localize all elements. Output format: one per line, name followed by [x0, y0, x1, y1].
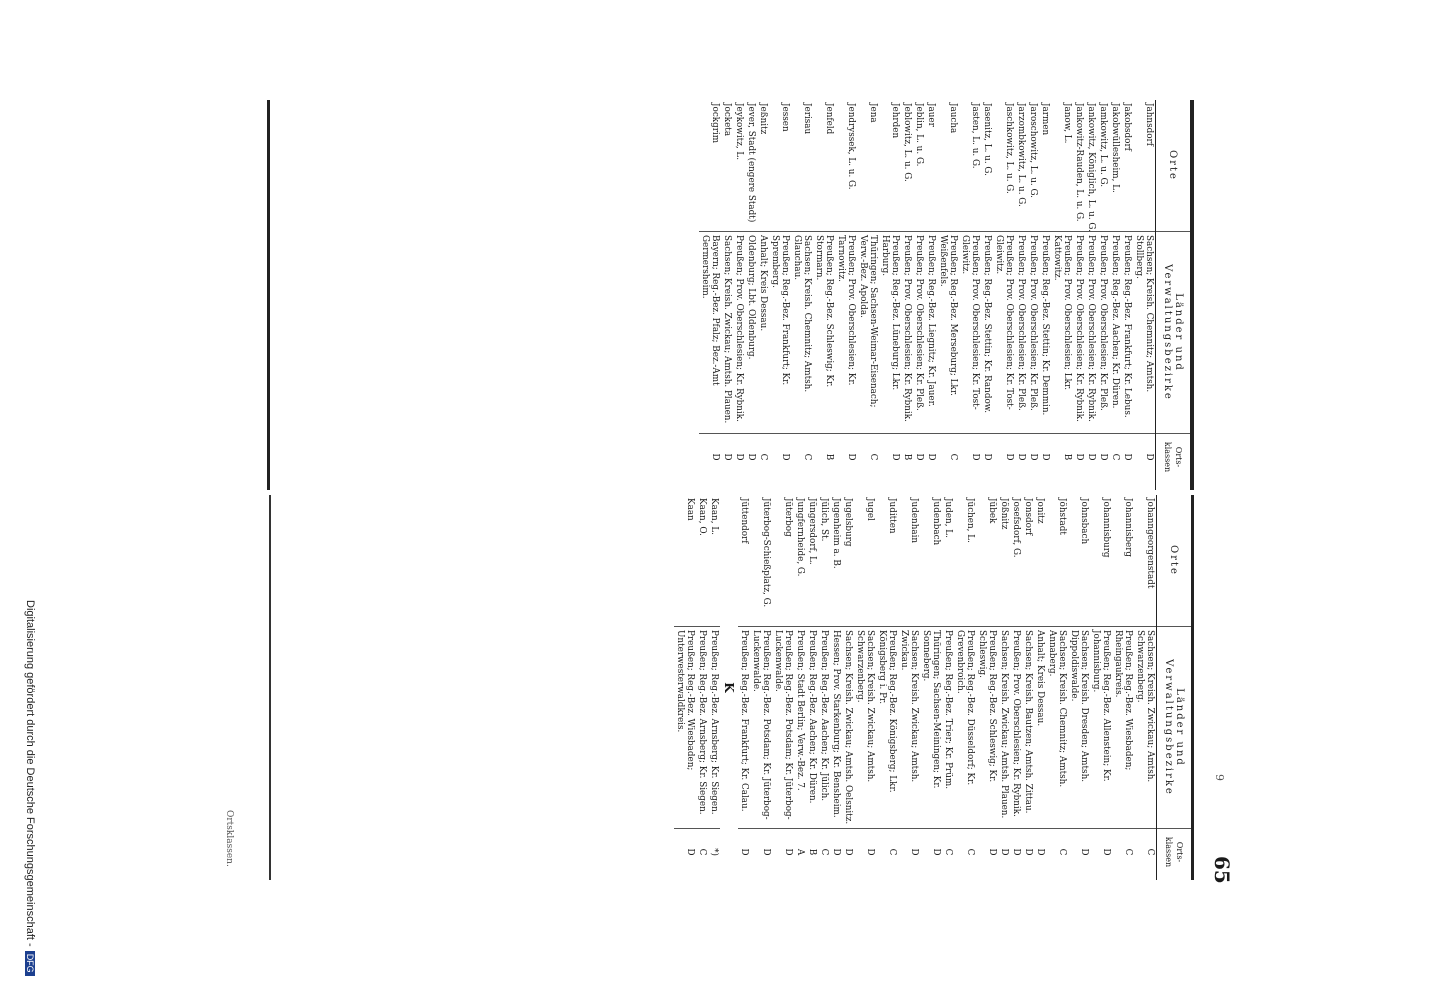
place-name: Jenfeld: [813, 100, 835, 232]
table-row: [937, 100, 959, 490]
place-class: C: [1057, 848, 1067, 856]
place-class: D: [722, 453, 732, 461]
place-name: Jena: [857, 100, 879, 232]
admin-district: Preußen; Reg.-Bez. Frankfurt; Kr. Spremberg.: [769, 232, 791, 434]
place-name: Jahnsdorf: [1133, 100, 1155, 232]
table-row: [794, 495, 806, 880]
admin-district: Anhalt; Kreis Dessau.: [757, 232, 769, 434]
table-row: [721, 100, 733, 490]
place-class: C: [868, 453, 878, 461]
table-header: [1155, 100, 1190, 490]
dfg-logo: DFG: [25, 951, 35, 976]
admin-district: Preußen; Reg.-Bez. Allenstein; Kr. Johannisburg.: [1090, 627, 1112, 829]
admin-district: Anhalt; Kreis Dessau.: [1034, 627, 1046, 829]
admin-district: Oldenburg; Lbt. Oldenburg.: [745, 232, 757, 434]
place-class: D: [685, 848, 695, 856]
place-name: Jendryssek, L. u. G.: [835, 100, 857, 232]
place-name: Jasenitz, L. u. G.: [981, 100, 993, 232]
digitization-note: [24, 600, 36, 976]
place-name: Kaan: [674, 495, 696, 627]
place-name: Johannisberg: [1112, 495, 1134, 627]
admin-district: Sachsen; Kreish. Zwickau; Amtsh. Zwickau.: [898, 627, 920, 829]
place-class: D: [931, 848, 941, 856]
admin-district: Preußen; Reg.-Bez. Stettin; Kr. Demmin.: [1039, 232, 1051, 434]
place-name: Jöhstadt: [1046, 495, 1068, 627]
place-name: Jever, Stadt (engere Stadt): [745, 100, 757, 232]
admin-district: Preußen; Reg.-Bez. Stettin; Kr. Randow.: [981, 232, 993, 434]
digitization-text: Digitalisierung gefördert durch die Deutsche Forschungsgemeinschaft -: [24, 600, 36, 947]
place-class: B: [902, 453, 912, 461]
header-klassen: Orts-klassen: [1164, 836, 1184, 868]
footer-title: Ortsklassen.: [224, 810, 234, 867]
table-row: [998, 495, 1010, 880]
place-name: Jeblin, L. u. G.: [913, 100, 925, 232]
admin-district: Preußen; Reg.-Bez. Wiesbaden; Unterwesterwaldkreis.: [674, 627, 696, 829]
place-class: D: [1144, 453, 1154, 461]
place-class: D: [914, 453, 924, 461]
place-class: D: [761, 848, 771, 856]
place-class: D: [1028, 453, 1038, 461]
place-class: D: [1011, 848, 1021, 856]
place-class: D: [909, 848, 919, 856]
place-class: D: [1086, 453, 1096, 461]
admin-district: Preußen; Prov. Oberschlesien; Lkr. Kattowitz.: [1051, 232, 1073, 434]
place-name: Jugel: [854, 495, 876, 627]
place-name: Jarzombkowitz, L. u. G.: [1015, 100, 1027, 232]
place-class: D: [783, 848, 793, 856]
admin-district: Sachsen; Kreish. Zwickau; Amtsh. Plauen.: [721, 232, 733, 434]
place-class: D: [1016, 453, 1026, 461]
place-name: Jakobsdorf: [1121, 100, 1133, 232]
place-name: Jarmen: [1039, 100, 1051, 232]
place-name: Jeßnitz: [757, 100, 769, 232]
place-class: D: [746, 453, 756, 461]
place-name: Juden, L.: [942, 495, 954, 627]
table-row: [813, 100, 835, 490]
place-class: D: [890, 453, 900, 461]
table-row: [791, 100, 813, 490]
table-row: [1046, 495, 1068, 880]
place-name: Jeblowitz, L. u. G.: [901, 100, 913, 232]
place-name: Jeykowitz, L.: [733, 100, 745, 232]
place-name: Jaschkowitz, L. u. G.: [993, 100, 1015, 232]
table-row: [842, 495, 854, 880]
place-name: Jülich, St.: [818, 495, 830, 627]
table-row: [1015, 100, 1027, 490]
admin-district: Preußen; Prov. Oberschlesien; Kr. Tost-Gleiwitz.: [959, 232, 981, 434]
place-name: Jüngersdorf, L.: [806, 495, 818, 627]
table-row: [1039, 100, 1051, 490]
place-class: C: [965, 848, 975, 856]
admin-district: Preußen; Prov. Oberschlesien; Kr. Pleß.: [1015, 232, 1027, 434]
place-name: Johanngeorgenstadt: [1134, 495, 1156, 627]
place-name: Josefsdorf, G.: [1010, 495, 1022, 627]
admin-district: Hessen; Prov. Starkenburg; Kr. Bensheim.: [830, 627, 842, 829]
table-row: [854, 495, 876, 880]
admin-district: Sachsen; Kreish. Chemnitz; Amtsh. Glauchau.: [791, 232, 813, 434]
place-class: D: [710, 453, 720, 461]
table-header: [1156, 495, 1191, 880]
place-name: Jaucha: [937, 100, 959, 232]
admin-district: Preußen; Reg.-Bez. Düsseldorf; Kr. Grevenbroich.: [954, 627, 976, 829]
place-name: Juditten: [876, 495, 898, 627]
table-row: [925, 100, 937, 490]
place-name: Jugenheim a. B.: [830, 495, 842, 627]
place-class: D: [1040, 453, 1050, 461]
table-row: [913, 100, 925, 490]
place-name: Jehrden: [879, 100, 901, 232]
admin-district: Preußen; Prov. Oberschlesien; Kr. Tarnowitz.: [835, 232, 857, 434]
place-class: C: [758, 453, 768, 461]
place-name: Jankowitz, Königlich, L. u. G.: [1085, 100, 1097, 232]
admin-district: Preußen; Reg.-Bez. Schleswig; Kr. Schleswig.: [976, 627, 998, 829]
place-name: Jößnitz: [998, 495, 1010, 627]
admin-district: Preußen; Reg.-Bez. Lüneburg; Lkr. Harburg.: [879, 232, 901, 434]
place-class: B: [1062, 453, 1072, 461]
place-name: Jakobwüllesheim, L.: [1109, 100, 1121, 232]
admin-district: Preußen; Reg.-Bez. Trier; Kr. Prüm.: [942, 627, 954, 829]
place-class: D: [999, 848, 1009, 856]
admin-district: Preußen; Reg.-Bez. Aachen; Kr. Jülich.: [818, 627, 830, 829]
section-letter: K: [722, 682, 736, 693]
table-row: [1027, 100, 1039, 490]
table-row: [857, 100, 879, 490]
place-name: Johnsbach: [1068, 495, 1090, 627]
place-name: Judenbach: [920, 495, 942, 627]
admin-district: Thüringen; Sachsen-Weimar-Eisenach; Verw.-Bez. Apolda.: [857, 232, 879, 434]
place-class: B: [824, 453, 834, 461]
table-row: [835, 100, 857, 490]
table-row: [1085, 100, 1097, 490]
place-class: D: [734, 453, 744, 461]
table-row: [696, 495, 708, 880]
admin-district: Sachsen; Kreish. Dresden; Amtsh. Dippoldiswalde.: [1068, 627, 1090, 829]
place-class: D: [831, 848, 841, 856]
admin-district: Preußen; Prov. Oberschlesien; Kr. Pleß.: [1097, 232, 1109, 434]
place-class: D: [739, 848, 749, 856]
place-class: C: [1123, 848, 1133, 856]
place-name: Jüchen, L.: [954, 495, 976, 627]
place-class: D: [846, 453, 856, 461]
admin-district: Preußen; Reg.-Bez. Schleswig; Kr. Stormarn.: [813, 232, 835, 434]
header-laender: Länder und Verwaltungsbezirke: [1156, 232, 1190, 434]
place-class: C: [1145, 848, 1155, 856]
header-laender: Länder und Verwaltungsbezirke: [1157, 627, 1191, 829]
place-class: D: [1079, 848, 1089, 856]
table-row: [699, 100, 721, 490]
table-row: [720, 495, 738, 880]
table-row: [1090, 495, 1112, 880]
admin-district: Sachsen; Kreish. Zwickau; Amtsh. Schwarzenberg.: [854, 627, 876, 829]
table-row: [1068, 495, 1090, 880]
table-block-left: [267, 100, 1194, 490]
admin-district: Sachsen; Kreish. Bautzen; Amtsh. Zittau.: [1022, 627, 1034, 829]
place-class: D: [987, 848, 997, 856]
table-row: [674, 495, 696, 880]
place-class: D: [843, 848, 853, 856]
place-name: Jocketa: [721, 100, 733, 232]
table-row: [976, 495, 998, 880]
admin-district: Bayern; Reg.-Bez. Pfalz; Bez.-Amt Germersheim.: [699, 232, 721, 434]
place-name: Janow, L.: [1051, 100, 1073, 232]
place-class: C: [948, 453, 958, 461]
place-class: D: [1023, 848, 1033, 856]
place-class: C: [802, 453, 812, 461]
admin-district: Preußen; Prov. Oberschlesien; Kr. Rybnik.: [733, 232, 745, 434]
place-name: Jessen: [769, 100, 791, 232]
table-row: [708, 495, 720, 880]
table-row: [769, 100, 791, 490]
admin-district: Preußen; Reg.-Bez. Merseburg; Lkr. Weißenfels.: [937, 232, 959, 434]
place-name: Jonsdorf: [1022, 495, 1034, 627]
place-name: Jaroschowitz, L. u. G.: [1027, 100, 1039, 232]
place-name: Jübek: [976, 495, 998, 627]
place-class: D: [1004, 453, 1014, 461]
table-row: [993, 100, 1015, 490]
page-number: 65: [1210, 856, 1234, 884]
admin-district: Preußen; Reg.-Bez. Königsberg; Lkr. Königsberg i. Pr.: [876, 627, 898, 829]
place-class: D: [926, 453, 936, 461]
table-row: [1109, 100, 1121, 490]
place-name: Jungfernheide, G.: [794, 495, 806, 627]
place-name: Kaan, O.: [696, 495, 708, 627]
table-row: [1051, 100, 1073, 490]
admin-district: Preußen; Prov. Oberschlesien; Kr. Rybnik.: [1010, 627, 1022, 829]
admin-district: Preußen; Reg.-Bez. Potsdam; Kr. Jüterbog-Luckenwalde.: [750, 627, 772, 829]
place-class: D: [1098, 453, 1108, 461]
admin-district: Preußen; Prov. Oberschlesien; Kr. Rybnik.: [901, 232, 913, 434]
table-row: [879, 100, 901, 490]
admin-district: Preußen; Prov. Oberschlesien; Kr. Pleß.: [913, 232, 925, 434]
place-name: Kaan, L.: [708, 495, 720, 627]
table-row: [942, 495, 954, 880]
admin-district: Preußen; Reg.-Bez. Arnsberg; Kr. Siegen.: [708, 627, 720, 829]
table-row: [1034, 495, 1046, 880]
table-row: [1022, 495, 1034, 880]
table-row: [920, 495, 942, 880]
place-class: C: [887, 848, 897, 856]
place-class: D: [1101, 848, 1111, 856]
table-row: [1134, 495, 1156, 880]
place-name: Jockgrim: [699, 100, 721, 232]
place-class: D: [1074, 453, 1084, 461]
admin-district: Sachsen; Kreish. Zwickau; Amtsh. Schwarzenberg.: [1134, 627, 1156, 829]
place-class: C: [943, 848, 953, 856]
place-class: C: [819, 848, 829, 856]
admin-district: Preußen; Reg.-Bez. Aachen; Kr. Düren.: [1109, 232, 1121, 434]
place-class: D: [1122, 453, 1132, 461]
place-name: Jüttendorf: [738, 495, 750, 627]
place-class: D: [1035, 848, 1045, 856]
table-row: [898, 495, 920, 880]
table-row: [1112, 495, 1134, 880]
place-name: Jerisau: [791, 100, 813, 232]
admin-district: Preußen; Reg.-Bez. Potsdam; Kr. Jüterbog-Luckenwalde.: [772, 627, 794, 829]
admin-district: Preußen; Reg.-Bez. Wiesbaden; Rheingaukreis.: [1112, 627, 1134, 829]
place-name: Jasten, L. u. G.: [959, 100, 981, 232]
admin-district: Preußen; Reg.-Bez. Liegnitz; Kr. Jauer.: [925, 232, 937, 434]
table-row: [876, 495, 898, 880]
place-class: D: [982, 453, 992, 461]
admin-district: Sachsen; Kreish. Chemnitz; Amtsh. Stollberg.: [1133, 232, 1155, 434]
table-block-right: [269, 495, 1194, 880]
admin-district: Preußen; Prov. Oberschlesien; Kr. Rybnik.: [1085, 232, 1097, 434]
place-class: D: [780, 453, 790, 461]
place-name: Jauer: [925, 100, 937, 232]
admin-district: Preußen; Reg.-Bez. Arnsberg; Kr. Siegen.: [696, 627, 708, 829]
table-row: [772, 495, 794, 880]
table-row: [830, 495, 842, 880]
table-row: [818, 495, 830, 880]
place-class: B: [807, 848, 817, 856]
table-row: [1010, 495, 1022, 880]
place-class: *): [709, 848, 719, 856]
header-orte: Orte: [1157, 495, 1191, 627]
place-class: C: [1110, 453, 1120, 461]
place-name: Judenhain: [898, 495, 920, 627]
table-row: [757, 100, 769, 490]
table-row: [959, 100, 981, 490]
admin-district: Preußen; Prov. Oberschlesien; Kr. Pleß.: [1027, 232, 1039, 434]
table-row: [733, 100, 745, 490]
admin-district: Sachsen; Kreish. Zwickau; Amtsh. Oelsnitz.: [842, 627, 854, 829]
table-row: [954, 495, 976, 880]
admin-district: Preußen; Reg.-Bez. Frankfurt; Kr. Lebus.: [1121, 232, 1133, 434]
table-row: [1121, 100, 1133, 490]
header-orte: Orte: [1156, 100, 1190, 232]
signature-mark: 9: [1213, 774, 1226, 781]
place-name: Johannisburg: [1090, 495, 1112, 627]
admin-district: Preußen; Reg.-Bez. Frankfurt; Kr. Calau.: [738, 627, 750, 829]
place-name: Jonitz: [1034, 495, 1046, 627]
admin-district: Preußen; Prov. Oberschlesien; Kr. Tost-Gleiwitz.: [993, 232, 1015, 434]
admin-district: Sachsen; Kreish. Chemnitz; Amtsh. Annaberg.: [1046, 627, 1068, 829]
table-row: [981, 100, 993, 490]
place-class: C: [697, 848, 707, 856]
table-rows: [674, 495, 1156, 880]
header-klassen: Orts-klassen: [1163, 441, 1183, 473]
table-row: [806, 495, 818, 880]
admin-district: Sachsen; Kreish. Zwickau; Amtsh. Plauen.: [998, 627, 1010, 829]
table-row: [750, 495, 772, 880]
place-class: D: [970, 453, 980, 461]
admin-district: Preußen; Stadt Berlin; Verw.-Bez. 7.: [794, 627, 806, 829]
table-row: [1097, 100, 1109, 490]
table-row: [745, 100, 757, 490]
admin-district: Preußen; Reg.-Bez. Aachen; Kr. Düren.: [806, 627, 818, 829]
place-class: D: [865, 848, 875, 856]
place-name: Jüterbog: [772, 495, 794, 627]
table-rows: [699, 100, 1155, 490]
admin-district: Thüringen; Sachsen-Meiningen; Kr. Sonneberg.: [920, 627, 942, 829]
table-row: [738, 495, 750, 880]
place-name: Jugelsburg: [842, 495, 854, 627]
place-name: Jamkowitz, L. u. G.: [1097, 100, 1109, 232]
place-name: Jüterbog-Schießplatz, G.: [750, 495, 772, 627]
place-name: Jankowitz-Rauden, L. u. G.: [1073, 100, 1085, 232]
place-class: A: [795, 848, 805, 856]
admin-district: Preußen; Prov. Oberschlesien; Kr. Rybnik.: [1073, 232, 1085, 434]
table-row: [901, 100, 913, 490]
table-row: [1073, 100, 1085, 490]
table-row: [1133, 100, 1155, 490]
